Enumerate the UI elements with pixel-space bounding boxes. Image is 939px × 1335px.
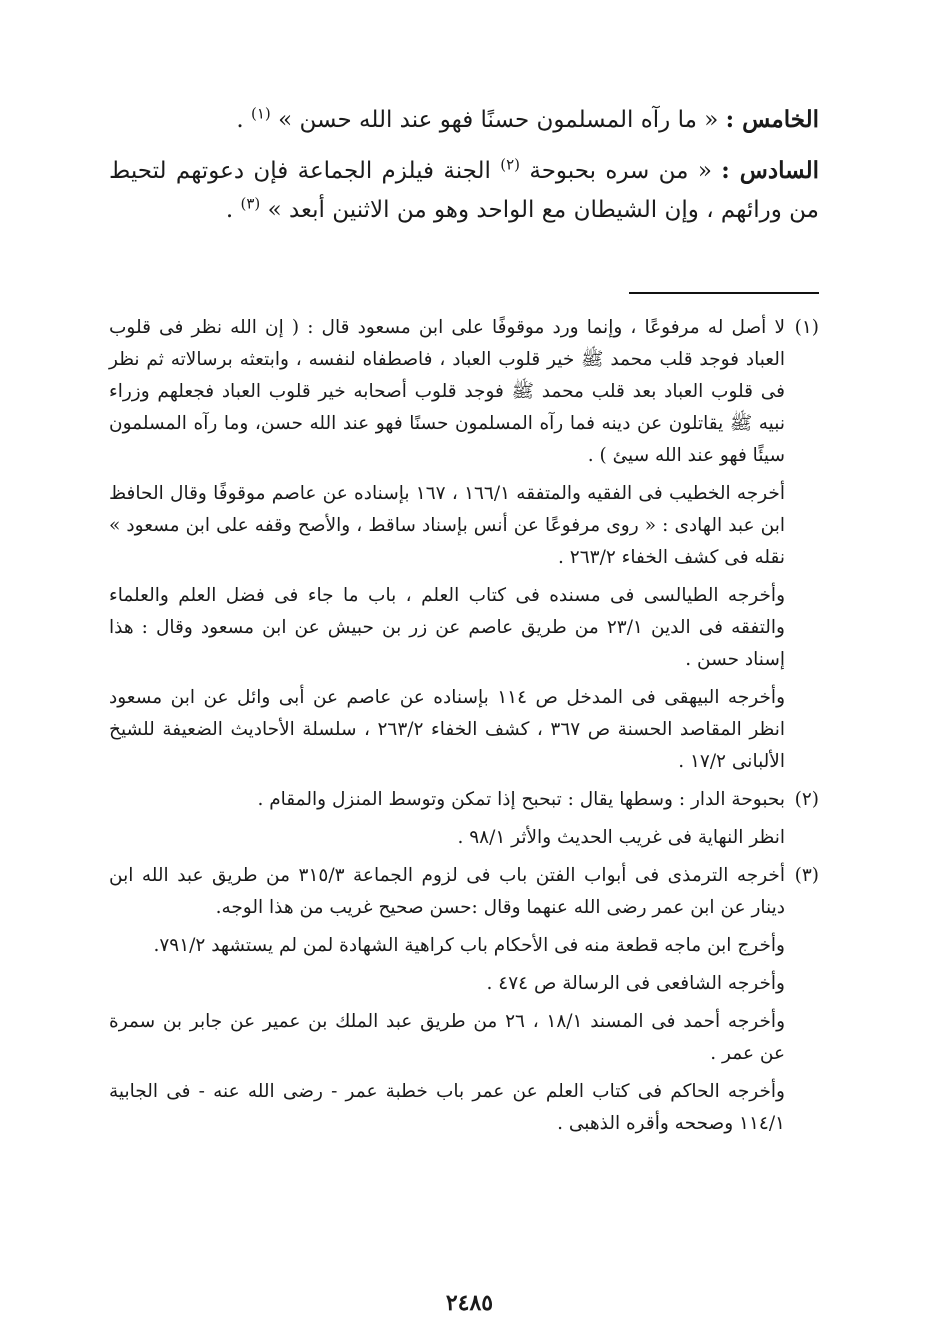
footnote-ref-2[interactable]: (٢) [500, 154, 521, 173]
footnote-1-paragraph: وأخرجه البيهقى فى المدخل ص ١١٤ بإسناده عن عاصم عن أبى وائل عن ابن مسعود انظر المقاصد الحسنة ص ٣٦٧ ، كشف الخفاء ٢٦٣/٢ ، سلسلة الأحاديث الضعيفة للشيخ الألبانى ١٧/٢ . [109, 687, 786, 772]
footnote-2-body [109, 784, 785, 860]
paragraph-fifth-lead: الخامس : [725, 106, 819, 133]
footnote-1-number: (١) [794, 317, 819, 338]
footnote-3-paragraph: أخرجه الترمذى فى أبواب الفتن باب فى لزوم الجماعة ٣١٥/٣ من طريق عبد الله ابن دينار عن ابن عمر رضى الله عنهما وقال :حسن صحيح غريب من هذا الوجه. [109, 865, 785, 918]
paragraph-sixth-lead: السادس : [721, 156, 820, 184]
footnote-3-paragraph: وأخرجه الحاكم فى كتاب العلم عن عمر باب خطبة عمر - رضى الله عنه - فى الجابية ١١٤/١ وصححه وأقره الذهبى . [109, 1081, 785, 1134]
paragraph-sixth [109, 151, 819, 231]
footnote-2-number: (٢) [794, 789, 819, 810]
main-text [109, 100, 819, 241]
footnote-ref-3[interactable]: (٣) [240, 194, 261, 213]
footnote-3-number: (٣) [794, 865, 819, 886]
paragraph-fifth [109, 100, 819, 141]
footnote-1 [109, 312, 819, 784]
footnote-1-body [109, 312, 785, 784]
footnote-ref-1[interactable]: (١) [250, 104, 271, 123]
footnotes [109, 312, 819, 1146]
footnote-3 [109, 860, 819, 1146]
paragraph-fifth-end: . [236, 107, 244, 133]
paragraph-fifth-text: « ما رآه المسلمون حسنًا فهو عند الله حسن » [278, 107, 719, 133]
footnote-1-paragraph: أخرجه الخطيب فى الفقيه والمتفقه ١٦٦/١ ، ١٦٧ بإسناده عن عاصم موقوفًا وقال الحافظ ابن عبد الهادى : « روى مرفوعًا عن أنس بإسناد ساقط ، والأصح وقفه على ابن مسعود » نقله فى كشف الخفاء ٢٦٣/٢ . [109, 483, 785, 568]
paragraph-sixth-text-b: الجنة فيلزم الجماعة فإن دعوتهم لتحيط من ورائهم ، وإن الشيطان مع الواحد وهو من الاثنين أبعد » [109, 157, 819, 224]
footnote-1-paragraph: لا أصل له مرفوعًا ، وإنما ورد موقوفًا على ابن مسعود قال : ( إن الله نظر فى قلوب العباد فوجد قلب محمد ﷺ خير قلوب العباد ، فاصطفاه لنفسه ، وابتعثه برسالاته ثم نظر فى قلوب العباد بعد قلب محمد ﷺ فوجد قلوب أصحابه خير قلوب العباد فجعلهم وزراء نبيه ﷺ يقاتلون عن دينه فما رآه المسلمون حسنًا فهو عند الله حسن، وما رآه المسلمون سيئًا فهو عند الله سيئ ) . [109, 317, 785, 466]
page-number: ٢٤٨٥ [445, 1290, 494, 1316]
footnote-1-paragraph: وأخرجه الطيالسى فى مسنده فى كتاب العلم ، باب ما جاء فى فضل العلم والعلماء والتفقه فى الدين ٢٣/١ من طريق عاصم عن زر بن حبيش عن ابن مسعود وقال : هذا إسناد حسن . [109, 585, 785, 670]
footnote-3-paragraph: وأخرج ابن ماجه قطعة منه فى الأحكام باب كراهية الشهادة لمن لم يستشهد ٧٩١/٢. [153, 935, 785, 956]
footnote-2 [109, 784, 819, 860]
footnote-separator [629, 292, 819, 294]
footnote-2-paragraph: انظر النهاية فى غريب الحديث والأثر ٩٨/١ . [457, 827, 785, 848]
paragraph-sixth-text-a: « من سره بحبوحة [529, 157, 712, 184]
paragraph-sixth-end: . [225, 197, 234, 224]
footnote-3-paragraph: وأخرجه الشافعى فى الرسالة ص ٤٧٤ . [486, 973, 785, 994]
footnote-3-body [109, 860, 785, 1146]
footnote-3-paragraph: وأخرجه أحمد فى المسند ١٨/١ ، ٢٦ من طريق عبد الملك بن عمير عن جابر بن سمرة عن عمر . [109, 1011, 786, 1064]
footnote-2-paragraph: بحبوحة الدار : وسطها يقال : تبحبح إذا تمكن وتوسط المنزل والمقام . [257, 789, 785, 810]
